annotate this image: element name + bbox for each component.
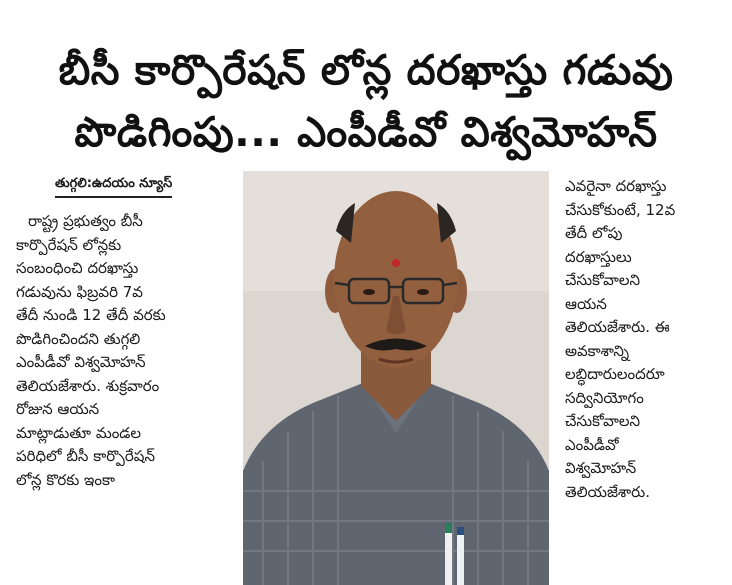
article-text-line: చేసుకోవాలని: [565, 271, 641, 289]
article-text-line: కార్పొరేషన్ లోన్లకు: [16, 235, 122, 254]
article-text-line: దరఖాస్తులు: [565, 247, 632, 266]
article-text-line: చేసుకోవాలని: [565, 412, 641, 430]
article-text-line: తెలియజేశారు. శుక్రవారం: [16, 376, 160, 395]
headline-line-1: బీసీ కార్పొరేషన్ లోన్ల దరఖాస్తు గడువు: [58, 46, 674, 94]
article-text-line: ఆయన: [565, 294, 607, 313]
article-text-line: మాట్లాడుతూ మండల: [16, 423, 142, 442]
portrait-photo: [243, 171, 549, 585]
article-text-line: ఎవరైనా దరఖాస్తు: [565, 177, 667, 195]
article-text-line: సంబంధించి దరఖాస్తు: [16, 259, 139, 277]
article-text-line: ఎంపీడీవో విశ్వమోహన్: [16, 353, 146, 371]
article-text-line: తేదీ లోపు: [565, 224, 623, 242]
dateline: తుగ్గలి:ఉదయం న్యూస్: [55, 176, 172, 198]
article-body-left-column: [16, 210, 236, 492]
headline-line-2: పొడిగింపు... ఎంపీడీవో విశ్వమోహన్: [74, 108, 658, 156]
article-text-line: విశ్వమోహన్: [565, 459, 637, 477]
article-text-line: పొడిగించిందని తుగ్గలి: [16, 329, 141, 348]
article-text-line: పరిధిలో బీసీ కార్పొరేషన్: [16, 447, 155, 465]
article-text-line: రాష్ట్ర ప్రభుత్వం బీసీ: [28, 212, 143, 230]
article-text-line: ఎంపీడీవో: [565, 435, 619, 454]
article-text-line: తెలియజేశారు.: [565, 482, 651, 501]
article-text-line: తెలియజేశారు. ఈ: [565, 318, 670, 336]
article-text-line: గడువును ఫిబ్రవరి 7వ: [16, 282, 143, 301]
article-body-right-column: [565, 175, 725, 504]
article-text-line: చేసుకోకుంటే, 12వ: [565, 200, 676, 219]
article-text-line: అవకాశాన్ని: [565, 341, 630, 360]
article-text-line: సద్వినియోగం: [565, 388, 644, 407]
article-text-line: రోజున ఆయన: [16, 400, 100, 418]
article-text-line: తేదీ నుండి 12 తేదీ వరకు: [16, 306, 166, 324]
article-text-line: లోన్ల కొరకు ఇంకా: [16, 470, 115, 489]
article-text-line: లబ్ధిదారులందరూ: [565, 365, 665, 383]
